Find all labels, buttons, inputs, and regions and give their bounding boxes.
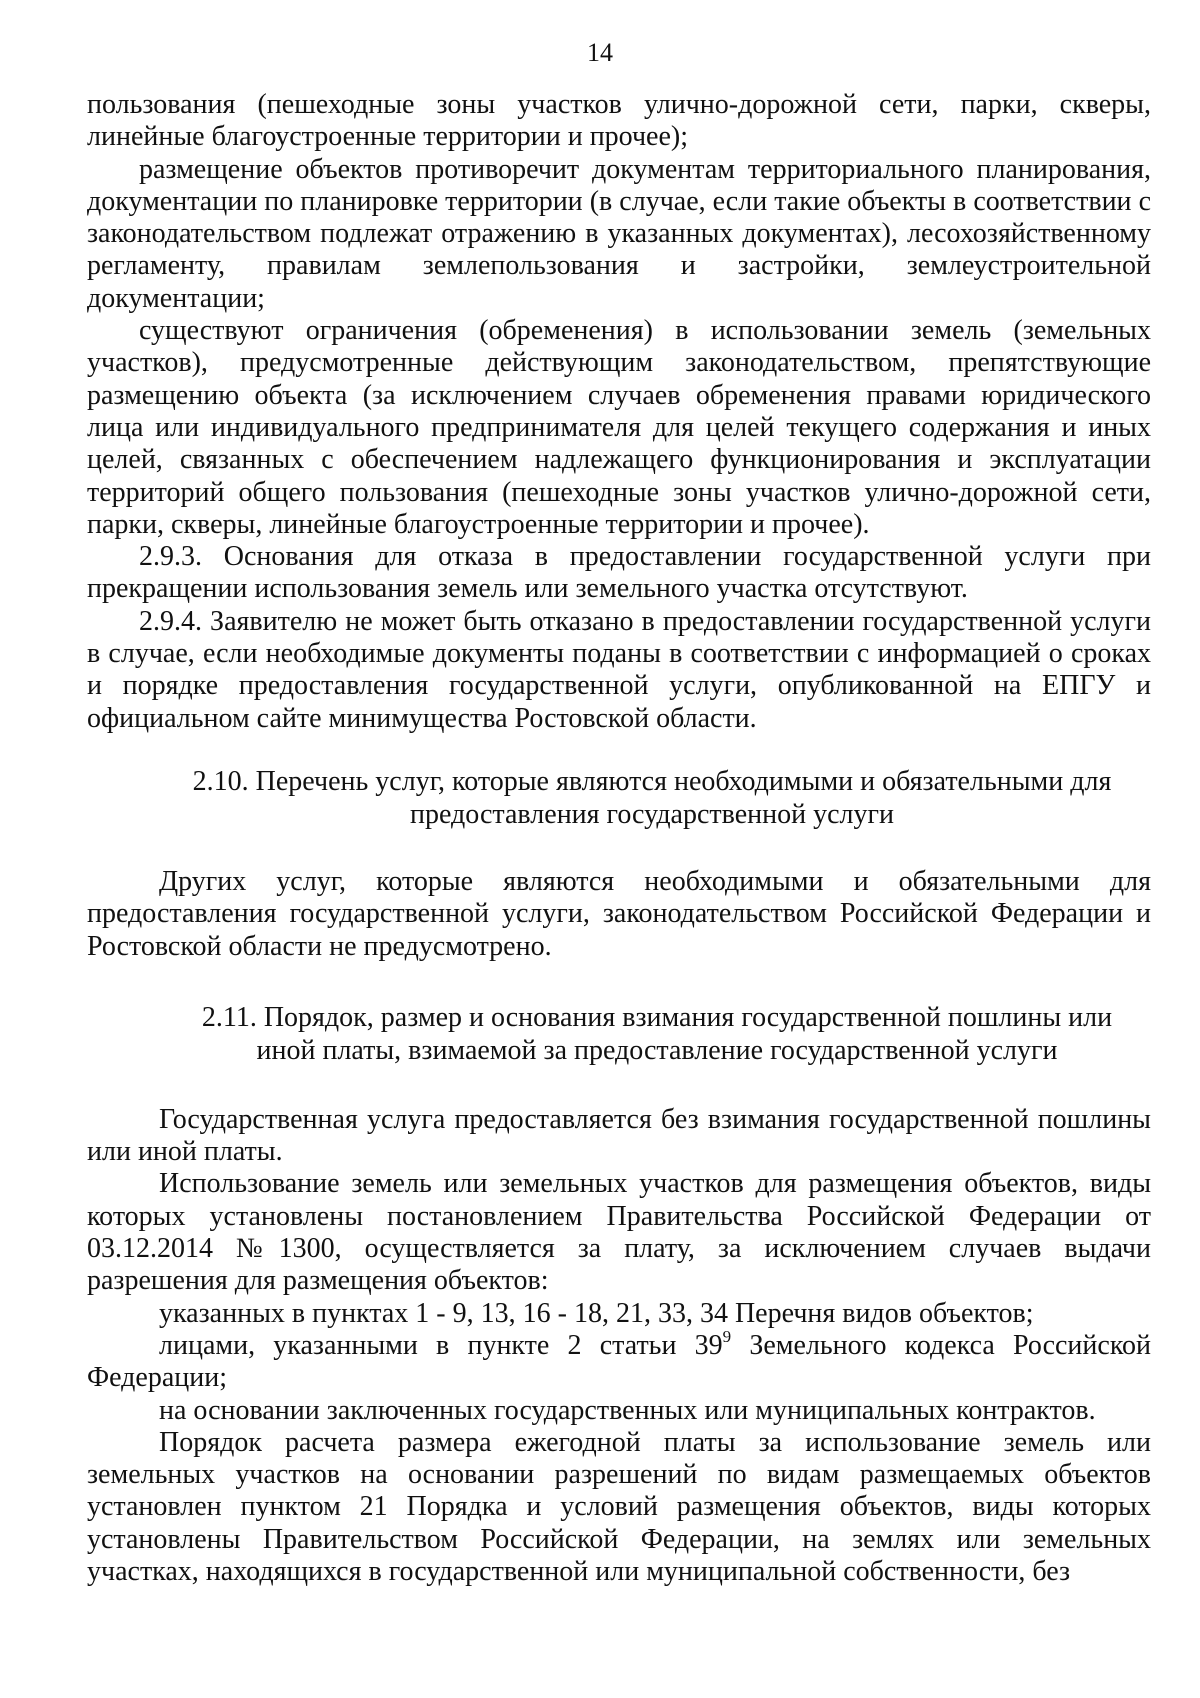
section-heading-2-11 xyxy=(87,1001,1151,1067)
heading-line: предоставления государственной услуги xyxy=(410,798,894,830)
paragraph-text: Земельного кодекса Российской Федерации; xyxy=(87,1329,1151,1394)
heading-line: 2.10. Перечень услуг, которые являются необходимыми и обязательными для xyxy=(192,765,1112,797)
superscript: 9 xyxy=(722,1326,732,1346)
paragraph xyxy=(87,1326,1151,1395)
paragraph: Использование земель или земельных участков для размещения объектов, виды которых установлены постановлением Правительства Российской Федерации от 03.12.2014 №1300, осуществляется за плату, за исключением случаев выдачи разрешения для размещения объектов: xyxy=(87,1168,1151,1297)
paragraph: Государственная услуга предоставляется без взимания государственной пошлины или иной платы. xyxy=(87,1103,1151,1168)
paragraph: указанных в пунктах 1 - 9, 13, 16 - 18, 21, 33, 34 Перечня видов объектов; xyxy=(159,1297,1034,1329)
paragraph: 2.9.3. Основания для отказа в предоставлении государственной услуги при прекращении использования земель или земельного участка отсутствуют. xyxy=(87,541,1151,605)
paragraph: 2.9.4. Заявителю не может быть отказано в предоставлении государственной услуги в случае, если необходимые документы поданы в соответствии с информацией о сроках и порядке предоставления государственной услуги, опубликованной на ЕПГУ и официальном сайте минимущества Ростовской области. xyxy=(87,605,1151,734)
page-number: 14 xyxy=(587,38,613,67)
paragraph: на основании заключенных государственных или муниципальных контрактов. xyxy=(159,1394,1096,1426)
paragraph: размещение объектов противоречит документам территориального планирования, документации по планировке территории (в случае, если такие объекты в соответствии с законодательством подлежат отражению в указанных документах), лесохозяйственному регламенту, правилам землепользования и застройки, землеустроительной документации; xyxy=(87,153,1151,314)
section-heading-2-10 xyxy=(87,765,1151,831)
paragraph: Порядок расчета размера ежегодной платы за использование земель или земельных участков на основании разрешений по видам размещаемых объектов установлен пунктом 21 Порядка и условий размещения объектов, виды которых установлены Правительством Российской Федерации, на землях или земельных участках, находящихся в государственной или муниципальной собственности, без xyxy=(87,1426,1151,1587)
heading-line: 2.11. Порядок, размер и основания взимания государственной пошлины или xyxy=(201,1001,1113,1033)
paragraph: Других услуг, которые являются необходимыми и обязательными для предоставления государственной услуги, законодательством Российской Федерации и Ростовской области не предусмотрено. xyxy=(87,865,1151,962)
heading-line: иной платы, взимаемой за предоставление государственной услуги xyxy=(256,1034,1058,1066)
paragraph-text: лицами, указанными в пункте 2 статьи 39 xyxy=(159,1329,723,1361)
document-body xyxy=(87,89,1151,1588)
paragraph: существуют ограничения (обременения) в использовании земель (земельных участков), предусмотренные действующим законодательством, препятствующие размещению объекта (за исключением случаев обременения правами юридического лица или индивидуального предпринимателя для целей текущего содержания и иных целей, связанных с обеспечением надлежащего функционирования и эксплуатации территорий общего пользования (пешеходные зоны участков улично-дорожной сети, парки, скверы, линейные благоустроенные территории и прочее). xyxy=(87,315,1151,540)
paragraph: пользования (пешеходные зоны участков улично-дорожной сети, парки, скверы, линейные благоустроенные территории и прочее); xyxy=(87,89,1151,153)
